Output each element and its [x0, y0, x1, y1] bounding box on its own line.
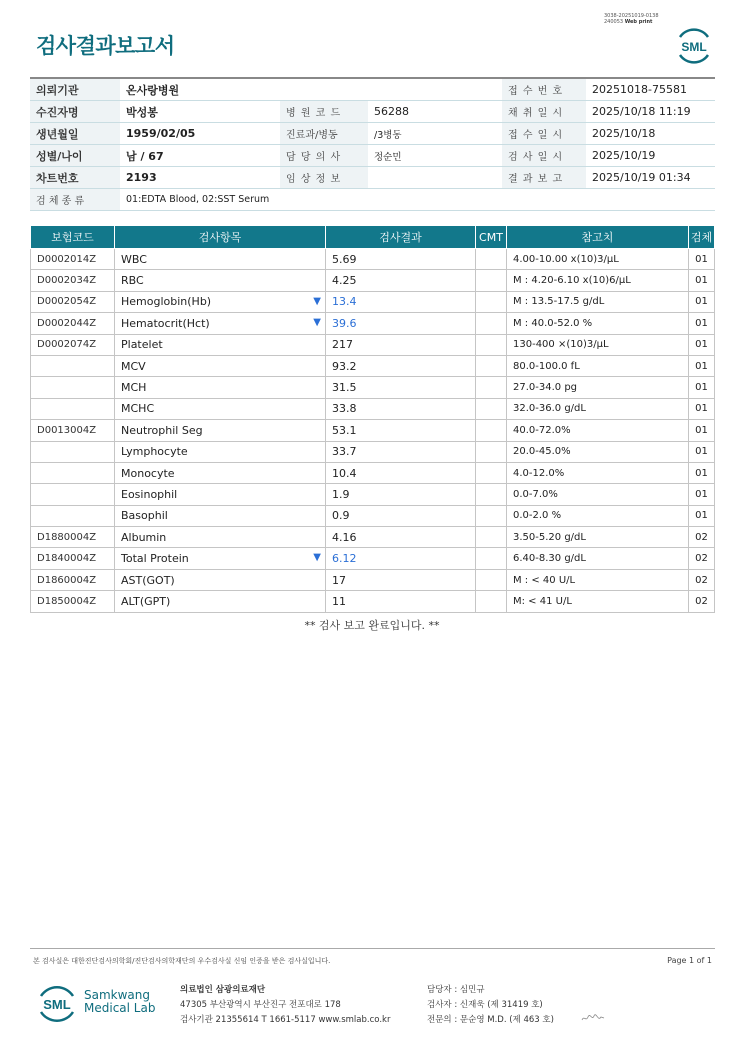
test-item-cell: [115, 548, 326, 569]
cmt-cell: [476, 441, 507, 462]
info-value: 온사랑병원: [120, 78, 502, 101]
info-value: [368, 167, 502, 189]
reference-range-cell: 80.0-100.0 fL: [507, 355, 689, 376]
result-value-cell: 53.1: [326, 420, 476, 441]
cmt-cell: [476, 377, 507, 398]
specimen-cell: 01: [689, 505, 715, 526]
test-item-cell: [115, 334, 326, 355]
result-value-cell: 93.2: [326, 355, 476, 376]
info-value: 2025/10/19 01:34: [586, 167, 715, 189]
low-flag-icon: ▼: [313, 317, 321, 329]
insurance-code-cell: D0002034Z: [31, 270, 115, 291]
specimen-cell: 01: [689, 462, 715, 483]
specimen-cell: 01: [689, 249, 715, 270]
result-value-cell: 6.12: [326, 548, 476, 569]
report-title: 검사결과보고서: [36, 34, 175, 58]
specimen-cell: 01: [689, 420, 715, 441]
result-row: [31, 462, 715, 483]
insurance-code-cell: D1840004Z: [31, 548, 115, 569]
result-value-cell: 1.9: [326, 484, 476, 505]
specimen-cell: 01: [689, 334, 715, 355]
insurance-code-cell: [31, 462, 115, 483]
cmt-cell: [476, 270, 507, 291]
results-table: [30, 225, 715, 613]
cmt-cell: [476, 334, 507, 355]
reference-range-cell: 0.0-7.0%: [507, 484, 689, 505]
insurance-code-cell: D0002014Z: [31, 249, 115, 270]
footer-logo-text: SML: [43, 997, 71, 1012]
test-item-name: Lymphocyte: [121, 445, 188, 459]
info-label: 검 체 종 류: [30, 189, 120, 211]
info-label: 차트번호: [30, 167, 120, 189]
info-row: [30, 101, 715, 123]
col-header-reference: 참고치: [507, 226, 689, 249]
org-contact: 검사기관 21355614 T 1661-5117 www.smlab.co.kr: [180, 1015, 391, 1025]
insurance-code-cell: [31, 377, 115, 398]
info-value: 2193: [120, 167, 280, 189]
org-address: 47305 부산광역시 부산진구 전포대로 178: [180, 1000, 341, 1010]
insurance-code-cell: [31, 484, 115, 505]
specimen-cell: 01: [689, 291, 715, 312]
insurance-code-cell: [31, 441, 115, 462]
cmt-cell: [476, 249, 507, 270]
reference-range-cell: M : 40.0-52.0 %: [507, 313, 689, 334]
col-header-item: 검사항목: [115, 226, 326, 249]
info-label: 병 원 코 드: [280, 101, 368, 123]
result-row: [31, 355, 715, 376]
info-value: 2025/10/19: [586, 145, 715, 167]
info-value: 남 / 67: [120, 145, 280, 167]
test-item-cell: [115, 398, 326, 419]
insurance-code-cell: D0002074Z: [31, 334, 115, 355]
info-label: 수진자명: [30, 101, 120, 123]
result-value-cell: 4.16: [326, 527, 476, 548]
brand-line2: Medical Lab: [84, 1001, 156, 1015]
info-label: 담 당 의 사: [280, 145, 368, 167]
test-item-name: MCHC: [121, 402, 155, 416]
test-item-name: Hematocrit(Hct): [121, 316, 210, 330]
reference-range-cell: M : 4.20-6.10 x(10)6/μL: [507, 270, 689, 291]
test-item-cell: [115, 527, 326, 548]
info-row: [30, 123, 715, 145]
info-label: 성별/나이: [30, 145, 120, 167]
specimen-cell: 01: [689, 355, 715, 376]
reference-range-cell: 130-400 ×(10)3/μL: [507, 334, 689, 355]
insurance-code-cell: D1850004Z: [31, 591, 115, 612]
test-item-name: Basophil: [121, 509, 168, 523]
low-flag-icon: ▼: [313, 552, 321, 564]
result-value-cell: 11: [326, 591, 476, 612]
test-item-cell: [115, 505, 326, 526]
info-value: 1959/02/05: [120, 123, 280, 145]
low-flag-icon: ▼: [313, 295, 321, 307]
test-item-cell: [115, 441, 326, 462]
specimen-cell: 01: [689, 484, 715, 505]
info-label: 채 취 일 시: [502, 101, 586, 123]
reference-range-cell: M : 13.5-17.5 g/dL: [507, 291, 689, 312]
test-item-cell: [115, 420, 326, 441]
col-header-code: 보험코드: [31, 226, 115, 249]
test-item-cell: [115, 270, 326, 291]
info-label: 의뢰기관: [30, 78, 120, 101]
info-label: 임 상 정 보: [280, 167, 368, 189]
reference-range-cell: 3.50-5.20 g/dL: [507, 527, 689, 548]
test-item-cell: [115, 462, 326, 483]
brand-name: [84, 989, 155, 1015]
result-row: [31, 249, 715, 270]
result-row: [31, 334, 715, 355]
info-value: 20251018-75581: [586, 78, 715, 101]
test-item-name: Platelet: [121, 338, 163, 352]
col-header-cmt: CMT: [476, 226, 507, 249]
reference-range-cell: 6.40-8.30 g/dL: [507, 548, 689, 569]
test-item-cell: [115, 484, 326, 505]
test-item-cell: [115, 291, 326, 312]
info-label: 검 사 일 시: [502, 145, 586, 167]
info-value: 2025/10/18: [586, 123, 715, 145]
info-label: 진료과/병동: [280, 123, 368, 145]
test-item-name: MCV: [121, 359, 146, 373]
staff-tester: 검사자 : 신재욱 (제 31419 호): [427, 1000, 543, 1010]
result-value-cell: 0.9: [326, 505, 476, 526]
cmt-cell: [476, 420, 507, 441]
reference-range-cell: M : < 40 U/L: [507, 569, 689, 590]
specimen-cell: 01: [689, 377, 715, 398]
col-header-result: 검사결과: [326, 226, 476, 249]
info-row: [30, 78, 715, 101]
specimen-cell: 01: [689, 398, 715, 419]
result-value-cell: 4.25: [326, 270, 476, 291]
doc-code-line2: 240053: [604, 19, 624, 25]
info-value: 정순민: [368, 145, 502, 167]
result-value-cell: 13.4: [326, 291, 476, 312]
test-item-name: Albumin: [121, 530, 167, 544]
signature-icon: [580, 1012, 606, 1024]
insurance-code-cell: [31, 355, 115, 376]
print-label: Web print: [624, 19, 653, 25]
cmt-cell: [476, 313, 507, 334]
test-item-name: WBC: [121, 252, 147, 266]
test-item-name: ALT(GPT): [121, 594, 171, 608]
result-row: [31, 591, 715, 612]
result-value-cell: 33.8: [326, 398, 476, 419]
test-item-name: Hemoglobin(Hb): [121, 295, 212, 309]
reference-range-cell: M: < 41 U/L: [507, 591, 689, 612]
cmt-cell: [476, 398, 507, 419]
result-row: [31, 505, 715, 526]
result-value-cell: 217: [326, 334, 476, 355]
test-item-name: Monocyte: [121, 466, 175, 480]
result-value-cell: 39.6: [326, 313, 476, 334]
sml-footer-logo-icon: [36, 982, 78, 1024]
result-row: [31, 527, 715, 548]
logo-text: SML: [681, 40, 707, 54]
info-value: /3병동: [368, 123, 502, 145]
insurance-code-cell: D0002054Z: [31, 291, 115, 312]
test-item-name: AST(GOT): [121, 573, 175, 587]
result-row: [31, 441, 715, 462]
test-item-cell: [115, 355, 326, 376]
accreditation-note: 본 검사실은 대한진단검사의학회/진단검사의학재단의 우수검사실 신임 인증을 받은 검사실입니다.: [33, 957, 331, 965]
staff-info: [427, 983, 554, 1028]
staff-specialist: 전문의 : 문순영 M.D. (제 463 호): [427, 1015, 554, 1025]
info-row: [30, 167, 715, 189]
reference-range-cell: 32.0-36.0 g/dL: [507, 398, 689, 419]
staff-manager: 담당자 : 심민규: [427, 985, 485, 995]
test-item-name: MCH: [121, 381, 147, 395]
cmt-cell: [476, 591, 507, 612]
cmt-cell: [476, 462, 507, 483]
result-row: [31, 484, 715, 505]
cmt-cell: [476, 291, 507, 312]
insurance-code-cell: D1860004Z: [31, 569, 115, 590]
result-value-cell: 33.7: [326, 441, 476, 462]
cmt-cell: [476, 484, 507, 505]
insurance-code-cell: [31, 398, 115, 419]
result-row: [31, 313, 715, 334]
result-row: [31, 548, 715, 569]
info-row: [30, 145, 715, 167]
reference-range-cell: 40.0-72.0%: [507, 420, 689, 441]
result-row: [31, 291, 715, 312]
insurance-code-cell: D0002044Z: [31, 313, 115, 334]
result-value-cell: 5.69: [326, 249, 476, 270]
specimen-cell: 01: [689, 270, 715, 291]
specimen-cell: 02: [689, 527, 715, 548]
result-value-cell: 10.4: [326, 462, 476, 483]
info-value: 2025/10/18 11:19: [586, 101, 715, 123]
reference-range-cell: 20.0-45.0%: [507, 441, 689, 462]
brand-line1: Samkwang: [84, 988, 150, 1002]
report-complete-text: ** 검사 보고 완료입니다. **: [304, 619, 440, 632]
test-item-cell: [115, 591, 326, 612]
insurance-code-cell: D0013004Z: [31, 420, 115, 441]
cmt-cell: [476, 355, 507, 376]
specimen-cell: 02: [689, 548, 715, 569]
info-value: 박성봉: [120, 101, 280, 123]
cmt-cell: [476, 548, 507, 569]
test-item-cell: [115, 377, 326, 398]
specimen-cell: 01: [689, 313, 715, 334]
info-row: [30, 189, 715, 211]
result-row: [31, 569, 715, 590]
specimen-cell: 02: [689, 569, 715, 590]
insurance-code-cell: [31, 505, 115, 526]
result-row: [31, 398, 715, 419]
doc-code-line1: 3038-20251019-0138: [604, 13, 659, 19]
page-number: Page 1 of 1: [667, 956, 712, 965]
document-code: [604, 13, 684, 25]
sml-logo-icon: [674, 25, 714, 65]
org-name: 의료법인 삼광의료재단: [180, 985, 266, 995]
reference-range-cell: 4.0-12.0%: [507, 462, 689, 483]
result-value-cell: 31.5: [326, 377, 476, 398]
info-label: 결 과 보 고: [502, 167, 586, 189]
col-header-specimen: 검체: [689, 226, 715, 249]
result-row: [31, 420, 715, 441]
cmt-cell: [476, 505, 507, 526]
info-label: 접 수 일 시: [502, 123, 586, 145]
cmt-cell: [476, 527, 507, 548]
organization-info: [180, 983, 390, 1028]
specimen-cell: 01: [689, 441, 715, 462]
results-header-row: [31, 226, 715, 249]
patient-info-table: [30, 77, 715, 211]
specimen-cell: 02: [689, 591, 715, 612]
info-label: 생년월일: [30, 123, 120, 145]
test-item-cell: [115, 569, 326, 590]
cmt-cell: [476, 569, 507, 590]
test-item-name: Total Protein: [121, 552, 189, 566]
reference-range-cell: 0.0-2.0 %: [507, 505, 689, 526]
result-value-cell: 17: [326, 569, 476, 590]
footer-divider: [30, 948, 715, 949]
test-item-name: Eosinophil: [121, 487, 178, 501]
test-item-cell: [115, 249, 326, 270]
result-row: [31, 270, 715, 291]
insurance-code-cell: D1880004Z: [31, 527, 115, 548]
reference-range-cell: 27.0-34.0 pg: [507, 377, 689, 398]
info-value: 56288: [368, 101, 502, 123]
test-item-name: Neutrophil Seg: [121, 423, 203, 437]
info-value: 01:EDTA Blood, 02:SST Serum: [120, 189, 715, 211]
reference-range-cell: 4.00-10.00 x(10)3/μL: [507, 249, 689, 270]
info-label: 접 수 번 호: [502, 78, 586, 101]
result-row: [31, 377, 715, 398]
test-item-name: RBC: [121, 274, 144, 288]
test-item-cell: [115, 313, 326, 334]
